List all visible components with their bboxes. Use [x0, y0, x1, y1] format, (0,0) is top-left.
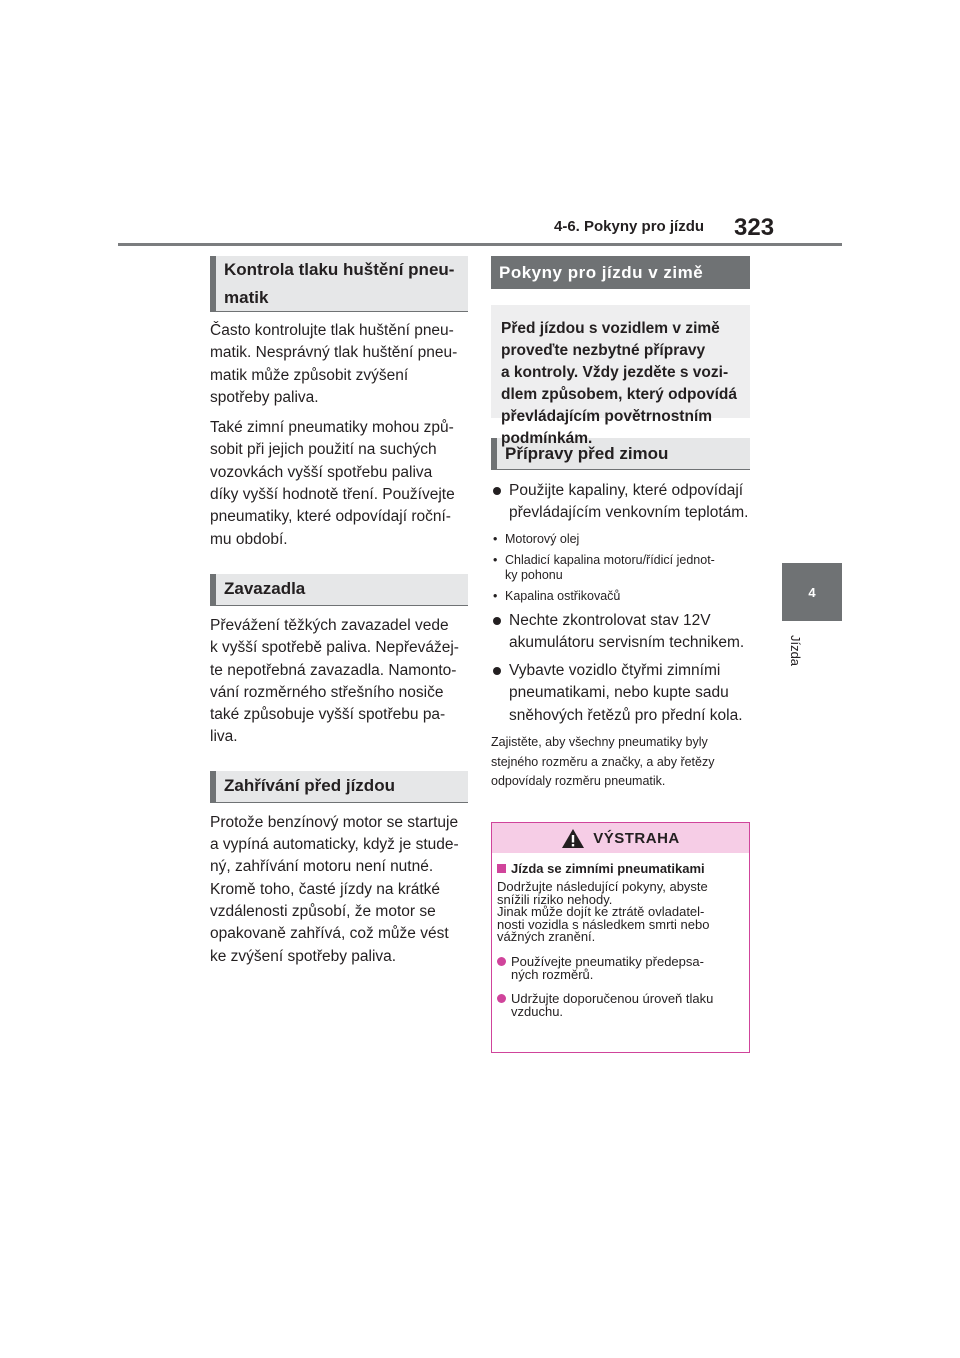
text-line: liva. [210, 728, 238, 746]
text-line: proveďte nezbytné přípravy [501, 342, 706, 359]
text-line: sobit při jejich použití na suchých [210, 441, 437, 459]
chapter-tab-label: Jízda [788, 634, 804, 666]
text-line: Dodržujte následující pokyny, abyste [497, 879, 708, 894]
text-line: pneumatiky, které odpovídají roční- [210, 508, 451, 526]
warning-header [492, 823, 749, 853]
text-line: Použijte kapaliny, které odpovídají [509, 482, 744, 499]
text-line: Používejte pneumatiky předepsa- [511, 953, 704, 969]
warning-list-item [497, 992, 744, 1018]
text-line: matik může způsobit zvýšení [210, 366, 409, 384]
bullet-dot [493, 667, 501, 675]
intro-box [491, 305, 750, 447]
heading-winter-prep [491, 438, 750, 470]
text-line: a kontroly. Vždy jezděte s vozi- [501, 364, 729, 381]
note-text [491, 733, 750, 792]
heading-text: Pokyny pro jízdu v zimě [499, 262, 704, 282]
chapter-tab-number[interactable]: 4 [782, 563, 842, 621]
warning-text [497, 881, 744, 944]
warning-subtitle-text: Jízda se zimními pneumatikami [511, 861, 705, 876]
paragraph [210, 320, 468, 409]
heading-line: matik [224, 287, 269, 307]
left-column [210, 256, 468, 968]
text-line: Převážení těžkých zavazadel vede [210, 616, 449, 634]
text-line: Motorový olej [505, 531, 580, 546]
warning-list-item [497, 955, 744, 981]
bullet-dot [497, 994, 506, 1003]
text-line: spotřeby paliva. [210, 388, 319, 406]
heading-line: Kontrola tlaku huštění pneu- [224, 259, 455, 279]
text-line: Před jízdou s vozidlem v zimě [501, 320, 720, 337]
text-line: ný, zahřívání motoru není nutné. [210, 858, 434, 876]
warning-body [492, 853, 749, 1018]
text-line: převládajícím povětrnostním [501, 408, 713, 425]
text-line: vání rozměrného střešního nosiče [210, 683, 444, 701]
text-line: odpovídaly rozměru pneumatik. [491, 774, 666, 789]
heading-tire-pressure [210, 256, 468, 312]
text-line: převládajícím venkovním teplotám. [509, 504, 749, 522]
sub-list [491, 532, 750, 604]
heading-luggage [210, 574, 468, 606]
heading-winter-driving [491, 256, 750, 289]
text-line: mu období. [210, 530, 288, 548]
text-line: Často kontrolujte tlak huštění pneu- [210, 322, 454, 339]
text-line: Vybavte vozidlo čtyřmi zimními [509, 662, 721, 680]
text-line: Kromě toho, časté jízdy na krátké [210, 880, 441, 898]
text-line: k vyšší spotřebě paliva. Nepřevážej- [210, 639, 459, 657]
list-item [491, 610, 750, 655]
bullet-dot [493, 617, 501, 625]
square-bullet-icon [497, 864, 506, 873]
list-item [491, 589, 750, 604]
text-line: a vypíná automaticky, když je stude- [210, 836, 459, 854]
list-item [491, 532, 750, 547]
heading-text: Zahřívání před jízdou [224, 776, 395, 796]
heading-text: Zavazadla [224, 579, 306, 599]
warning-label: VÝSTRAHA [593, 829, 680, 847]
text-line: ke zvýšení spotřeby paliva. [210, 947, 397, 965]
list-item [491, 553, 750, 583]
text-line: Chladicí kapalina motoru/řídicí jednot- [505, 552, 715, 567]
bullet-dot: • [493, 531, 498, 546]
text-line: ných rozměrů. [511, 966, 594, 982]
list-item [491, 660, 750, 727]
text-line: sněhových řetězů pro přední kola. [509, 706, 743, 724]
right-column [491, 256, 750, 792]
warning-subtitle [497, 860, 744, 877]
text-line: dlem způsobem, který odpovídá [501, 386, 737, 403]
text-line: te nepotřebná zavazadla. Namonto- [210, 661, 457, 679]
text-line: matik. Nesprávný tlak huštění pneu- [210, 344, 458, 362]
text-line: akumulátoru servisním technikem. [509, 633, 745, 651]
text-line: nosti vozidla s následkem smrti nebo [497, 916, 710, 932]
bullet-dot: • [493, 552, 498, 567]
text-line: vozovkách vyšší spotřebu paliva [210, 463, 433, 481]
text-line: podmínkám. [501, 430, 593, 447]
list-item [491, 480, 750, 525]
paragraph [210, 417, 468, 551]
text-line: pneumatikami, nebo kupte sadu [509, 684, 729, 702]
paragraph [210, 812, 468, 968]
text-line: Jinak může dojít ke ztrátě ovladatel- [497, 904, 705, 919]
text-line: Udržujte doporučenou úroveň tlaku [511, 990, 714, 1006]
bullet-dot: • [493, 588, 498, 603]
bullet-dot [497, 957, 506, 966]
section-title: 4-6. Pokyny pro jízdu [554, 218, 705, 235]
header-divider [118, 243, 842, 246]
heading-text: Přípravy před zimou [505, 443, 669, 463]
text-line: vzdálenosti způsobí, že motor se [210, 902, 436, 920]
bullet-dot [493, 487, 501, 495]
text-line: díky vyšší hodnotě tření. Používejte [210, 486, 455, 504]
text-line: stejného rozměru a značky, a aby řetězy [491, 754, 715, 769]
text-line: vážných zranění. [497, 929, 596, 944]
text-line: Zajistěte, aby všechny pneumatiky byly [491, 735, 708, 750]
text-line: Nechte zkontrolovat stav 12V [509, 611, 711, 629]
paragraph [210, 615, 468, 749]
chapter-tab-name [782, 620, 810, 680]
text-line: Protože benzínový motor se startuje [210, 813, 459, 831]
text-line: také způsobuje vyšší spotřebu pa- [210, 706, 446, 724]
page-number: 323 [734, 214, 775, 241]
warning-triangle-icon [561, 828, 585, 849]
text-line: opakovaně zahřívá, což může vést [210, 925, 449, 943]
text-line: vzduchu. [511, 1003, 564, 1019]
heading-warmup [210, 771, 468, 803]
text-line: snížili riziko nehody. [497, 891, 613, 907]
text-line: ky pohonu [505, 567, 563, 582]
text-line: Také zimní pneumatiky mohou způ- [210, 419, 454, 437]
warning-box [491, 822, 750, 1053]
text-line: Kapalina ostřikovačů [505, 588, 621, 603]
